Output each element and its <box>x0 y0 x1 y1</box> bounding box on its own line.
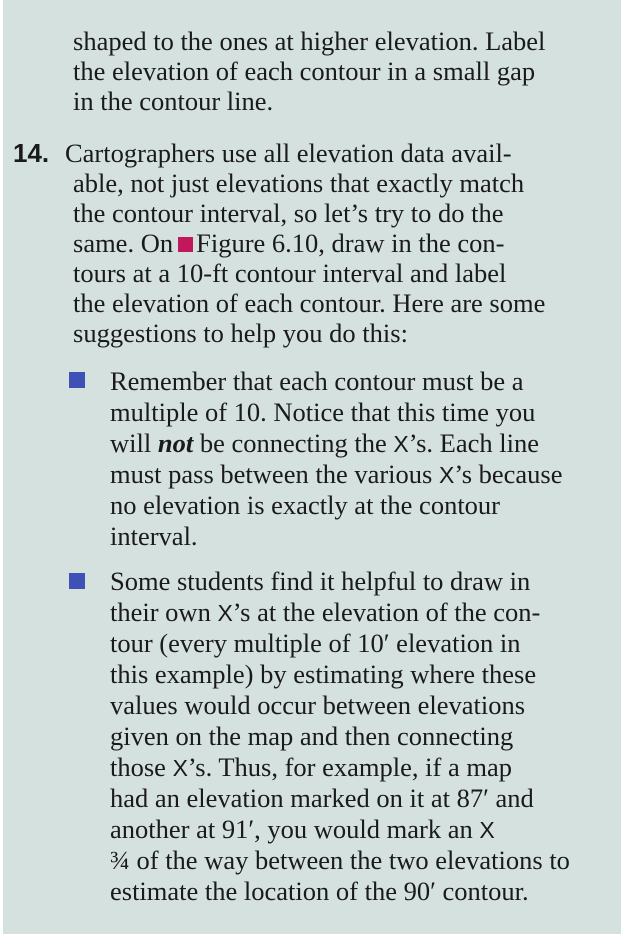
item14-line <box>73 228 504 258</box>
bullet1-text: must pass between the various <box>110 459 433 489</box>
bullet1-line <box>110 459 563 490</box>
bullet1-line: no elevation is exactly at the contour <box>110 490 501 520</box>
intro-line: the elevation of each contour in a small gap <box>73 56 536 86</box>
bullet2-line: estimate the location of the 90′ contour. <box>110 876 529 906</box>
bullet2-line: tour (every multiple of 10′ elevation in <box>110 628 521 658</box>
bullet2-line: had an elevation marked on it at 87′ and <box>110 783 534 813</box>
item14-line: tours at a 10-ft contour interval and label <box>73 258 507 288</box>
bullet1-line <box>110 428 539 459</box>
item14-text: same. On <box>73 228 174 258</box>
item14-text: Figure 6.10, draw in the con- <box>196 228 505 258</box>
item14-line: the elevation of each contour. Here are some <box>73 288 546 318</box>
bullet2-line: ¾ of the way between the two elevations to <box>110 845 570 875</box>
bullet1-line: multiple of 10. Notice that this time you <box>110 397 536 427</box>
bullet2-line <box>110 814 495 845</box>
bullet2-text: another at 91′, you would mark an <box>110 814 473 844</box>
bullet2-line <box>110 752 512 783</box>
bullet1-text: be connecting the <box>199 428 387 458</box>
figure-marker-icon <box>178 237 193 252</box>
bullet2-text: those <box>110 752 166 782</box>
bullet1-line: Remember that each contour must be a <box>110 366 524 396</box>
bullet1-text: ’s because <box>454 459 563 489</box>
intro-line: in the contour line. <box>73 86 274 116</box>
bullet2-line: given on the map and then connecting <box>110 721 514 751</box>
x-mark: X <box>438 462 455 488</box>
item14-line: Cartographers use all elevation data avail- <box>65 138 512 168</box>
x-mark: X <box>479 817 495 843</box>
bullet2-line: values would occur between elevations <box>110 690 526 720</box>
bullet2-text: their own <box>110 597 211 627</box>
bullet1-text: ’s. Each line <box>408 428 539 458</box>
x-mark: X <box>172 755 188 781</box>
bullet1-text: will <box>110 428 152 458</box>
x-mark: X <box>393 431 409 457</box>
item14-line: able, not just elevations that exactly match <box>73 168 525 198</box>
bullet2-text: ’s at the elevation of the con- <box>232 597 541 627</box>
item14-line: the contour interval, so let’s try to do the <box>73 198 504 228</box>
bullet2-line: this example) by estimating where these <box>110 659 537 689</box>
bullet2-line: Some students find it helpful to draw in <box>110 566 531 596</box>
bullet1-line: interval. <box>110 521 198 551</box>
item-number: 14. <box>13 138 50 168</box>
item14-line: suggestions to help you do this: <box>73 318 408 348</box>
intro-line: shaped to the ones at higher elevation. Label <box>73 26 546 56</box>
bullet-square-icon <box>69 573 85 589</box>
bullet2-line <box>110 597 540 628</box>
page-panel <box>3 0 621 934</box>
x-mark: X <box>217 600 233 626</box>
emphasis-not: not <box>157 428 194 458</box>
bullet2-text: ’s. Thus, for example, if a map <box>187 752 512 782</box>
bullet-square-icon <box>69 372 85 388</box>
